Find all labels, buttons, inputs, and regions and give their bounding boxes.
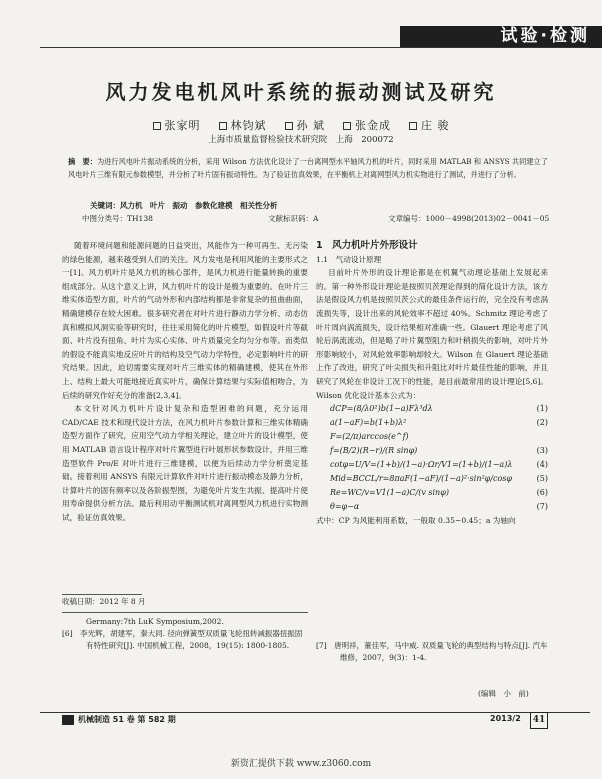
reference-item: Germany:7th LuK Symposium,2002. — [86, 617, 224, 626]
abstract-label: 摘 要： — [68, 157, 97, 166]
author: 林钧斌 — [219, 119, 267, 132]
equation: cotφ=U/V=(1+b)/(1−a)·Ωr/V1=(1+b)/(1−a)λ (4) — [330, 460, 548, 470]
reference-item: [7] 唐明祥，董佳军，马中威. 双质量飞轮的典型结构与特点[J]. 汽车维修，2007，9(3)：1-4. — [316, 641, 548, 662]
reference-list-left — [62, 616, 308, 652]
classification: 中图分类号：TH138 — [82, 214, 153, 223]
journal-info: 机械制造 51 卷 第 582 期 — [62, 714, 176, 725]
editor-note: (编辑 小 前) — [478, 689, 529, 698]
equation: a(1−aF)=b(1+b)λ² (2) — [330, 418, 548, 428]
author-list — [0, 117, 602, 133]
equation: F=(2/π)arccos(e^f) — [330, 432, 409, 442]
affiliation: 上海市质量监督检验技术研究院 上海 200072 — [208, 135, 394, 145]
reference-item: [6] 李光辉，胡建军，秦大同. 径向弹簧型双质量飞轮扭转减振器扭振固有特性研究[J]. 中国机械工程，2008，19(15): 1800-1805. — [62, 629, 303, 650]
paragraph: 随着环境问题和能源问题的日益突出，风能作为一种可再生、无污染的绿色能源，越来越受到人们的关注。风力发电是利用风能的主要形式之一[1]。风力机叶片是风力机的核心部件，是风力机进行能量转换的重要组成部分。从这个意义上讲，风力机叶片的设计是极为重要的。在叶片三维实体造型方面，叶片的气动外形和内部结构都是非常复杂的扭曲曲面，精确建模存在较大困难。很多研究者在对叶片进行静动力学分析、动态仿真和模拟风洞实验等研究时，往往采用简化的叶片模型，如假设叶片等截面、叶片没有扭角、叶片为实心实体、叶片质量完全均匀分布等。而类似的假设不能真实地反应叶片的结构及空气动力学特性，必定影响叶片的研究结果。因此，迫切需要实现对叶片三维实体的精确建模，使其在外形上、结构上最大可能地接近真实叶片，确保计算结果与实际值相吻合，为后续的研究作好充分的准备[2,3,4]。 — [62, 241, 308, 400]
equation: f=(B/2)(R−r)/(R sinφ) (3) — [330, 446, 548, 456]
subsection-heading: 1.1 气动设计原理 — [316, 254, 382, 264]
abstract-text: 为进行风电叶片振动系统的分析，采用 Wilson 方法优化设计了一台离网型水平轴风力机的叶片，同时采用 MATLAB 和 ANSYS 共同建立了风电叶片三维有限元参数模型，并分析了叶片固有振动特性。为了验证仿真效果，在平衡机上对离网型风力机实物进行了测试，并进行了分析。 — [68, 157, 548, 179]
paragraph: 式中：CP 为风能利用系数，一般取 0.35~0.45；a 为轴向 — [316, 516, 516, 526]
paragraph: 目前叶片外形的设计理论都是在机翼气动理论基础上发展起来的。第一种外形设计理论是按照贝茨理论得到的简化设计方法，该方法是假设风力机是按照贝茨公式的最佳条件运行的，完全没有考虑涡流损失等，设计出来的风轮效率不超过 40%。Schmitz 理论考虑了叶片周向涡流损失，设计结果相对准确一些。Glauert 理论考虑了风轮后涡流流动，但是略了叶片翼型阻力和叶稍损失的影响，对叶片外形影响较小，对风轮效率影响却较大。Wilson 在 Glauert 理论基础上作了改进，研究了叶尖损失和升阻比对叶片最佳性能的影响，并且研究了风轮在非设计工况下的性能，是目前最常用的设计理论[5,6]。Wilson 优化设计基本公式为： — [316, 268, 548, 400]
doc-code: 文献标识码：A — [268, 214, 319, 223]
article-number: 文章编号：1000－4998(2013)02－0041－05 — [388, 214, 550, 223]
paragraph: 本文针对风力机叶片设计复杂和造型困难的问题，充分运用 CAD/CAE 技术和现代设计方法，在风力机叶片参数计算和三维实体精确造型方面作了研究，应用空气动力学相关理论，建立叶片的设计模型，使用 MATLAB 语言设计程序对叶片翼型进行叶展形状参数设计，并用三维造型软件 Pro/E 对叶片进行三维建模，以便为后续动力学分析奠定基础。接着利用 ANSYS 有限元计算软件对叶片进行振动模态及静力分析，计算叶片的固有频率以及各阶振型图，为避免叶片发生共振、提高叶片使用寿命提供分析方法。最后利用动平衡测试机对离网型风力机进行实物测试，验证仿真效果。 — [62, 404, 308, 522]
author: 庄 骏 — [409, 119, 450, 132]
section-label: 试验·检测 — [500, 26, 590, 46]
author: 张金成 — [343, 119, 391, 132]
footnote-divider — [62, 612, 308, 613]
received-divider — [62, 594, 142, 595]
top-rule — [40, 47, 590, 48]
author: 孙 斌 — [285, 119, 326, 132]
equation: Mid=BCCL/r=8πaF(1−aF)/(1−a)²·sin²φ/cosφ (5) — [330, 474, 548, 484]
equation: Re=WC/v=V1(1−a)C/(v sinφ) (6) — [330, 488, 548, 498]
left-column — [62, 239, 308, 524]
author: 张家明 — [153, 119, 201, 132]
equation: θ=φ−α (7) — [330, 502, 548, 512]
bottom-rule — [40, 712, 590, 713]
abstract — [68, 156, 548, 181]
received-date: 收稿日期：2012 年 8 月 — [62, 597, 146, 606]
issue-date: 2013/2 — [490, 714, 521, 723]
watermark: 新资汇提供下载 www.z3060.com — [230, 759, 372, 769]
page-number: 41 — [530, 712, 548, 729]
journal-logo-icon — [62, 715, 74, 725]
section-heading: 1 风力机叶片外形设计 — [316, 240, 418, 251]
keywords: 关键词：风力机 叶片 振动 参数化建模 相关性分析 — [90, 201, 278, 210]
paper-title: 风力发电机风叶系统的振动测试及研究 — [105, 80, 497, 104]
equation: dCP=(8/λ0²)b(1−a)Fλ³dλ (1) — [330, 404, 548, 414]
right-column — [316, 239, 548, 528]
